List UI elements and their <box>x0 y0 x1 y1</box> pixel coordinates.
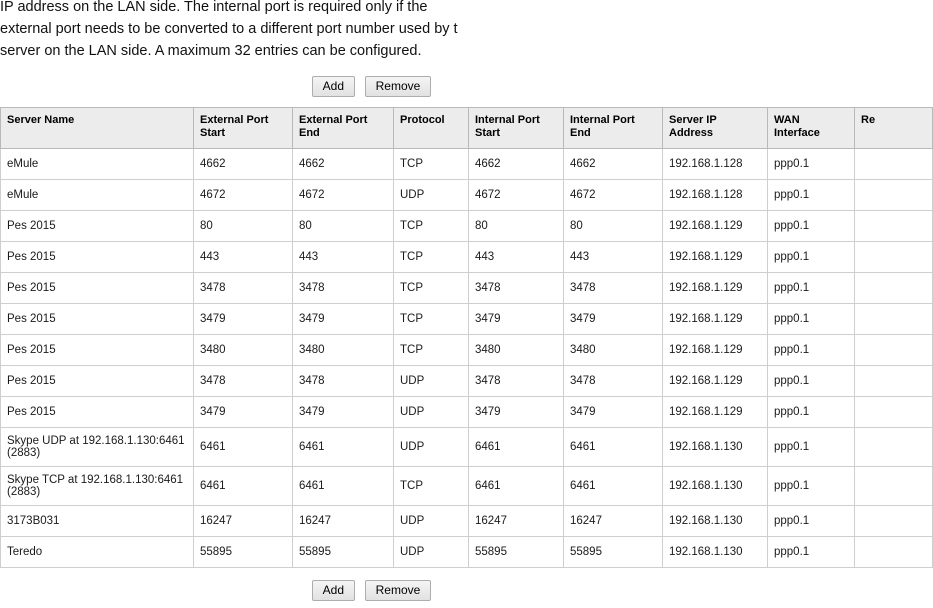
cell-wan-interface: ppp0.1 <box>768 467 855 506</box>
cell-server-name: eMule <box>1 149 194 180</box>
cell-external-port-start: 16247 <box>194 506 293 537</box>
virtual-servers-table <box>0 107 933 568</box>
cell-internal-port-start: 3478 <box>469 273 564 304</box>
cell-external-port-start: 4662 <box>194 149 293 180</box>
cell-internal-port-start: 3478 <box>469 366 564 397</box>
intro-line-1: IP address on the LAN side. The internal port is required only if the <box>0 0 428 15</box>
intro-line-2: external port needs to be converted to a different port number used by t <box>0 21 458 37</box>
cell-wan-interface: ppp0.1 <box>768 273 855 304</box>
cell-external-port-end: 16247 <box>293 506 394 537</box>
cell-external-port-start: 80 <box>194 211 293 242</box>
cell-server-name: Pes 2015 <box>1 304 194 335</box>
cell-server-ip-address: 192.168.1.129 <box>663 397 768 428</box>
cell-external-port-start: 3478 <box>194 273 293 304</box>
bottom-button-row <box>0 580 743 601</box>
cell-server-ip-address: 192.168.1.129 <box>663 211 768 242</box>
intro-text <box>0 0 760 62</box>
cell-external-port-end: 443 <box>293 242 394 273</box>
header-wan-interface: WAN Interface <box>768 108 855 149</box>
header-server-name: Server Name <box>1 108 194 149</box>
cell-protocol: TCP <box>394 149 469 180</box>
cell-server-ip-address: 192.168.1.130 <box>663 506 768 537</box>
cell-server-ip-address: 192.168.1.129 <box>663 273 768 304</box>
cell-internal-port-end: 6461 <box>564 428 663 467</box>
cell-internal-port-end: 3478 <box>564 273 663 304</box>
cell-remove[interactable] <box>855 428 933 467</box>
table-row <box>1 304 933 335</box>
header-external-port-start: External Port Start <box>194 108 293 149</box>
cell-protocol: UDP <box>394 428 469 467</box>
cell-wan-interface: ppp0.1 <box>768 335 855 366</box>
cell-external-port-end: 55895 <box>293 537 394 568</box>
header-remove: Re <box>855 108 933 149</box>
cell-internal-port-end: 3480 <box>564 335 663 366</box>
cell-wan-interface: ppp0.1 <box>768 397 855 428</box>
top-button-row <box>0 76 743 97</box>
cell-server-ip-address: 192.168.1.129 <box>663 366 768 397</box>
cell-remove[interactable] <box>855 273 933 304</box>
header-internal-port-end: Internal Port End <box>564 108 663 149</box>
table-header-row <box>1 108 933 149</box>
cell-external-port-end: 3479 <box>293 304 394 335</box>
cell-server-ip-address: 192.168.1.129 <box>663 242 768 273</box>
cell-internal-port-end: 3479 <box>564 304 663 335</box>
cell-internal-port-end: 6461 <box>564 467 663 506</box>
cell-remove[interactable] <box>855 366 933 397</box>
cell-external-port-start: 3478 <box>194 366 293 397</box>
cell-protocol: UDP <box>394 506 469 537</box>
virtual-servers-table-container <box>0 107 876 568</box>
table-row <box>1 242 933 273</box>
cell-internal-port-end: 3479 <box>564 397 663 428</box>
cell-external-port-start: 3479 <box>194 304 293 335</box>
cell-external-port-start: 443 <box>194 242 293 273</box>
cell-protocol: UDP <box>394 537 469 568</box>
cell-server-name: Pes 2015 <box>1 273 194 304</box>
cell-server-name: 3173B031 <box>1 506 194 537</box>
table-body <box>1 149 933 568</box>
cell-remove[interactable] <box>855 304 933 335</box>
cell-internal-port-start: 3479 <box>469 397 564 428</box>
cell-protocol: UDP <box>394 180 469 211</box>
cell-protocol: TCP <box>394 211 469 242</box>
cell-internal-port-start: 443 <box>469 242 564 273</box>
cell-server-name: Pes 2015 <box>1 242 194 273</box>
cell-internal-port-start: 4672 <box>469 180 564 211</box>
cell-wan-interface: ppp0.1 <box>768 428 855 467</box>
cell-protocol: TCP <box>394 273 469 304</box>
cell-external-port-end: 6461 <box>293 428 394 467</box>
table-row <box>1 335 933 366</box>
cell-internal-port-start: 16247 <box>469 506 564 537</box>
cell-server-ip-address: 192.168.1.130 <box>663 537 768 568</box>
table-row <box>1 428 933 467</box>
table-row <box>1 180 933 211</box>
table-head <box>1 108 933 149</box>
cell-server-ip-address: 192.168.1.130 <box>663 467 768 506</box>
cell-wan-interface: ppp0.1 <box>768 304 855 335</box>
cell-external-port-start: 6461 <box>194 428 293 467</box>
cell-internal-port-start: 3480 <box>469 335 564 366</box>
header-protocol: Protocol <box>394 108 469 149</box>
cell-external-port-start: 3479 <box>194 397 293 428</box>
cell-internal-port-start: 3479 <box>469 304 564 335</box>
table-row <box>1 397 933 428</box>
cell-protocol: TCP <box>394 242 469 273</box>
header-internal-port-start: Internal Port Start <box>469 108 564 149</box>
cell-external-port-end: 6461 <box>293 467 394 506</box>
cell-remove[interactable] <box>855 242 933 273</box>
cell-internal-port-start: 4662 <box>469 149 564 180</box>
header-server-ip-address: Server IP Address <box>663 108 768 149</box>
cell-internal-port-end: 80 <box>564 211 663 242</box>
cell-internal-port-end: 443 <box>564 242 663 273</box>
cell-remove[interactable] <box>855 335 933 366</box>
cell-server-name: Teredo <box>1 537 194 568</box>
cell-remove[interactable] <box>855 467 933 506</box>
cell-server-ip-address: 192.168.1.129 <box>663 335 768 366</box>
cell-external-port-start: 4672 <box>194 180 293 211</box>
cell-protocol: UDP <box>394 397 469 428</box>
table-row <box>1 366 933 397</box>
cell-remove[interactable] <box>855 149 933 180</box>
cell-internal-port-end: 3478 <box>564 366 663 397</box>
cell-server-name: Pes 2015 <box>1 335 194 366</box>
cell-server-name: eMule <box>1 180 194 211</box>
cell-external-port-end: 80 <box>293 211 394 242</box>
intro-line-3: server on the LAN side. A maximum 32 entries can be configured. <box>0 43 422 59</box>
cell-wan-interface: ppp0.1 <box>768 366 855 397</box>
cell-remove[interactable] <box>855 180 933 211</box>
cell-server-ip-address: 192.168.1.130 <box>663 428 768 467</box>
table-row <box>1 149 933 180</box>
cell-protocol: TCP <box>394 467 469 506</box>
remove-button-bottom[interactable]: Remove <box>365 580 432 601</box>
cell-server-name: Pes 2015 <box>1 366 194 397</box>
cell-internal-port-end: 16247 <box>564 506 663 537</box>
cell-remove[interactable] <box>855 537 933 568</box>
cell-external-port-end: 3480 <box>293 335 394 366</box>
cell-protocol: TCP <box>394 335 469 366</box>
cell-external-port-start: 3480 <box>194 335 293 366</box>
cell-internal-port-start: 55895 <box>469 537 564 568</box>
cell-server-name: Skype TCP at 192.168.1.130:6461 (2883) <box>1 467 194 506</box>
add-button-top[interactable]: Add <box>312 76 355 97</box>
header-external-port-end: External Port End <box>293 108 394 149</box>
cell-server-name: Pes 2015 <box>1 397 194 428</box>
cell-server-name: Skype UDP at 192.168.1.130:6461 (2883) <box>1 428 194 467</box>
cell-external-port-start: 55895 <box>194 537 293 568</box>
cell-protocol: TCP <box>394 304 469 335</box>
cell-external-port-end: 3478 <box>293 273 394 304</box>
cell-external-port-end: 3478 <box>293 366 394 397</box>
cell-remove[interactable] <box>855 211 933 242</box>
cell-external-port-end: 4662 <box>293 149 394 180</box>
table-row <box>1 467 933 506</box>
cell-internal-port-end: 4662 <box>564 149 663 180</box>
cell-internal-port-start: 6461 <box>469 428 564 467</box>
cell-internal-port-start: 6461 <box>469 467 564 506</box>
cell-internal-port-start: 80 <box>469 211 564 242</box>
cell-wan-interface: ppp0.1 <box>768 242 855 273</box>
cell-wan-interface: ppp0.1 <box>768 180 855 211</box>
cell-wan-interface: ppp0.1 <box>768 149 855 180</box>
cell-external-port-end: 3479 <box>293 397 394 428</box>
table-row <box>1 273 933 304</box>
cell-server-ip-address: 192.168.1.128 <box>663 149 768 180</box>
cell-server-ip-address: 192.168.1.129 <box>663 304 768 335</box>
cell-server-name: Pes 2015 <box>1 211 194 242</box>
table-row <box>1 506 933 537</box>
cell-remove[interactable] <box>855 397 933 428</box>
cell-wan-interface: ppp0.1 <box>768 211 855 242</box>
table-row <box>1 537 933 568</box>
table-row <box>1 211 933 242</box>
cell-wan-interface: ppp0.1 <box>768 537 855 568</box>
cell-internal-port-end: 4672 <box>564 180 663 211</box>
cell-protocol: UDP <box>394 366 469 397</box>
cell-remove[interactable] <box>855 506 933 537</box>
cell-external-port-end: 4672 <box>293 180 394 211</box>
add-button-bottom[interactable]: Add <box>312 580 355 601</box>
cell-internal-port-end: 55895 <box>564 537 663 568</box>
cell-external-port-start: 6461 <box>194 467 293 506</box>
cell-wan-interface: ppp0.1 <box>768 506 855 537</box>
cell-server-ip-address: 192.168.1.128 <box>663 180 768 211</box>
remove-button-top[interactable]: Remove <box>365 76 432 97</box>
